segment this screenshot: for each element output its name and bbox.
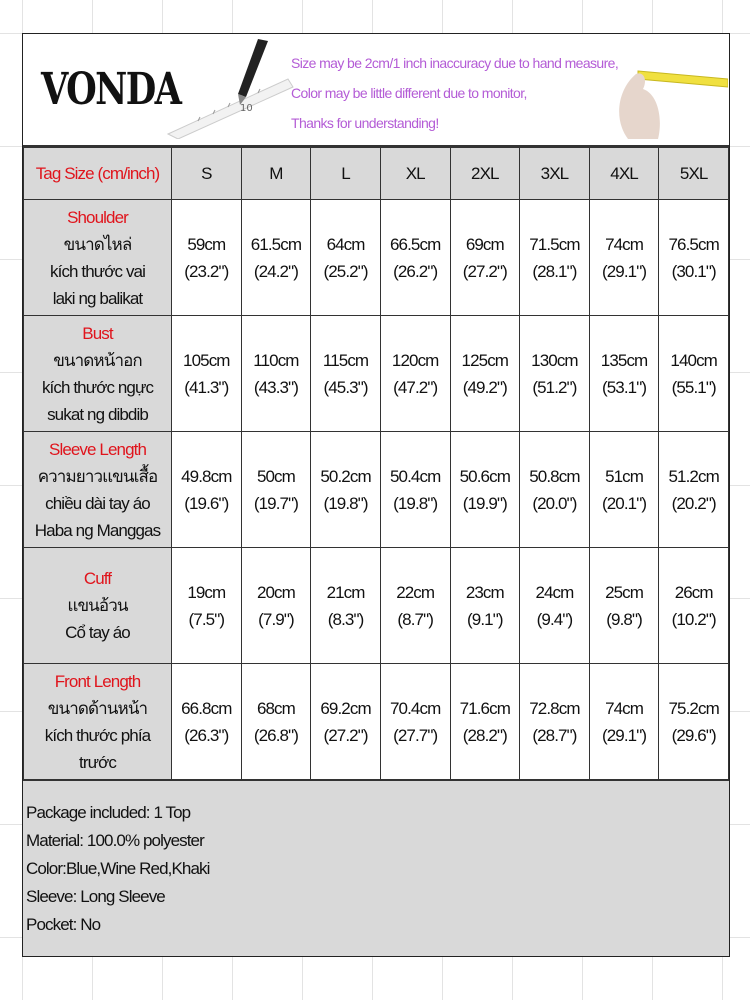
measurement-cell: [380, 316, 450, 432]
measurement-cell: [520, 548, 590, 664]
measurement-cell: [172, 432, 242, 548]
size-chart: [22, 33, 730, 957]
disclaimer-notes: [291, 48, 618, 138]
inch-value: (19.7"): [253, 493, 299, 513]
detail-line: Color:Blue,Wine Red,Khaki: [26, 859, 210, 878]
measurement-cell: [241, 664, 311, 780]
size-header-xl: XL: [380, 148, 450, 200]
measurement-row: [24, 432, 729, 548]
measurement-cell: [450, 200, 520, 316]
cm-value: 21cm: [326, 582, 365, 602]
measurement-title: Front Length: [54, 671, 141, 691]
measurement-title: Cuff: [83, 569, 112, 588]
measurement-translation: trước: [79, 752, 116, 772]
measurement-cell: [241, 316, 311, 432]
cm-value: 50.2cm: [320, 466, 371, 486]
inch-value: (19.9"): [462, 493, 507, 513]
cm-value: 71.6cm: [459, 698, 510, 718]
measurement-cell: [172, 664, 242, 780]
size-header-m: M: [241, 148, 311, 200]
cm-value: 74cm: [605, 234, 644, 254]
inch-value: (24.2"): [253, 261, 299, 281]
measurement-cell: [520, 432, 590, 548]
measurement-label: [24, 548, 172, 664]
cm-value: 125cm: [461, 350, 509, 370]
measurement-title: Bust: [82, 323, 113, 343]
measurement-cell: [589, 200, 659, 316]
measurement-cell: [450, 664, 520, 780]
cm-value: 22cm: [396, 582, 435, 602]
measurement-translation: chiều dài tay áo: [45, 493, 150, 513]
cm-value: 140cm: [670, 350, 717, 370]
measurement-cell: [659, 664, 729, 780]
measurement-cell: [380, 548, 450, 664]
measurement-cell: [450, 316, 520, 432]
cm-value: 74cm: [605, 698, 644, 718]
cm-value: 66.8cm: [181, 698, 232, 718]
measurement-cell: [659, 200, 729, 316]
cm-value: 26cm: [674, 582, 713, 602]
cm-value: 64cm: [326, 234, 365, 254]
measurement-translation: sukat ng dibdib: [47, 404, 148, 424]
cm-value: 69cm: [465, 234, 504, 254]
detail-line: Pocket: No: [26, 915, 101, 934]
measurement-label: [24, 200, 172, 316]
measurement-cell: [659, 548, 729, 664]
measurement-translation: ขนาดหน้าอก: [53, 350, 142, 370]
ruler-pencil-icon: [158, 39, 298, 139]
inch-value: (9.4"): [536, 609, 573, 629]
cm-value: 110cm: [253, 350, 299, 370]
svg-text:10: 10: [240, 103, 253, 114]
measurement-translation: ขนาดด้านหน้า: [47, 698, 148, 718]
cm-value: 75.2cm: [668, 698, 719, 718]
measurement-cell: [380, 664, 450, 780]
measurement-cell: [311, 432, 381, 548]
measurement-translation: ขนาดไหล่: [63, 234, 132, 254]
measurement-cell: [659, 432, 729, 548]
measurement-cell: [589, 548, 659, 664]
measurement-cell: [589, 432, 659, 548]
inch-value: (51.2"): [532, 377, 577, 397]
measurement-cell: [241, 548, 311, 664]
inch-value: (55.1"): [671, 377, 716, 397]
measurement-title: Shoulder: [67, 207, 128, 227]
measurement-cell: [380, 200, 450, 316]
size-header-row: [24, 148, 729, 200]
measurement-label: [24, 664, 172, 780]
cm-value: 24cm: [535, 582, 574, 602]
size-header-3xl: 3XL: [520, 148, 590, 200]
measurement-cell: [520, 316, 590, 432]
size-header-5xl: 5XL: [659, 148, 729, 200]
cm-value: 50.8cm: [529, 466, 580, 486]
detail-line: Sleeve: Long Sleeve: [26, 887, 165, 906]
cm-value: 76.5cm: [668, 234, 719, 254]
measurement-translation: Cổ tay áo: [65, 623, 130, 642]
measurement-translation: Haba ng Manggas: [34, 520, 161, 540]
size-header-l: L: [311, 148, 381, 200]
cm-value: 51cm: [605, 466, 644, 486]
inch-value: (7.9"): [258, 609, 294, 629]
measurement-cell: [311, 548, 381, 664]
measurement-translation: แขนอ้วน: [67, 596, 128, 615]
inch-value: (47.2"): [393, 377, 438, 397]
measurement-cell: [172, 548, 242, 664]
inch-value: (41.3"): [184, 377, 229, 397]
measurement-cell: [311, 200, 381, 316]
inch-value: (27.2"): [462, 261, 507, 281]
detail-line: Package included: 1 Top: [26, 803, 191, 822]
cm-value: 20cm: [256, 582, 295, 602]
size-header-2xl: 2XL: [450, 148, 520, 200]
inch-value: (45.3"): [323, 377, 368, 397]
measurement-cell: [659, 316, 729, 432]
measurement-cell: [241, 432, 311, 548]
cm-value: 105cm: [183, 350, 230, 370]
inch-value: (26.8"): [253, 725, 299, 745]
cm-value: 115cm: [322, 350, 369, 370]
inch-value: (26.2"): [393, 261, 438, 281]
product-details: [23, 780, 729, 956]
cm-value: 120cm: [391, 350, 439, 370]
size-header-s: S: [172, 148, 242, 200]
cm-value: 135cm: [600, 350, 648, 370]
cm-value: 51.2cm: [668, 466, 719, 486]
measurement-cell: [172, 316, 242, 432]
inch-value: (30.1"): [671, 261, 716, 281]
measurement-cell: [589, 664, 659, 780]
measurement-translation: kích thước ngực: [41, 377, 154, 397]
measurement-row: [24, 664, 729, 780]
inch-value: (9.1"): [467, 609, 503, 629]
measuring-tape-hand-icon: [608, 59, 728, 139]
cm-value: 69.2cm: [320, 698, 371, 718]
inch-value: (8.7"): [397, 609, 433, 629]
measurement-cell: [520, 664, 590, 780]
inch-value: (10.2"): [671, 609, 716, 629]
inch-value: (9.8"): [606, 609, 642, 629]
measurement-row: [24, 548, 729, 664]
detail-line: Material: 100.0% polyester: [26, 831, 204, 850]
measurement-row: [24, 200, 729, 316]
measurement-label: [24, 316, 172, 432]
measurement-cell: [311, 316, 381, 432]
measurement-cell: [520, 200, 590, 316]
measurement-cell: [241, 200, 311, 316]
inch-value: (28.2"): [462, 725, 507, 745]
inch-value: (29.1"): [601, 725, 647, 745]
measurement-translation: ความยาวแขนเสื้อ: [37, 466, 158, 486]
inch-value: (49.2"): [462, 377, 507, 397]
measurement-cell: [450, 432, 520, 548]
cm-value: 71.5cm: [529, 234, 580, 254]
cm-value: 59cm: [187, 234, 226, 254]
measurement-cell: [380, 432, 450, 548]
size-header-4xl: 4XL: [589, 148, 659, 200]
measurement-translation: kích thước phía: [44, 725, 151, 745]
cm-value: 61.5cm: [250, 234, 302, 254]
cm-value: 70.4cm: [390, 698, 441, 718]
inch-value: (53.1"): [601, 377, 647, 397]
inch-value: (27.2"): [323, 725, 368, 745]
cm-value: 66.5cm: [390, 234, 441, 254]
inch-value: (19.6"): [184, 493, 229, 513]
cm-value: 50cm: [256, 466, 295, 486]
measurement-cell: [589, 316, 659, 432]
measurement-translation: kích thước vai: [50, 261, 145, 281]
inch-value: (23.2"): [184, 261, 229, 281]
tag-size-label: Tag Size (cm/inch): [24, 148, 172, 200]
measurement-cell: [450, 548, 520, 664]
cm-value: 23cm: [465, 582, 504, 602]
note-line: Color may be little different due to monitor,: [291, 85, 527, 101]
measurement-cell: [172, 200, 242, 316]
inch-value: (20.1"): [601, 493, 647, 513]
inch-value: (29.6"): [671, 725, 716, 745]
measurement-translation: laki ng balikat: [52, 288, 143, 308]
inch-value: (19.8"): [393, 493, 438, 513]
inch-value: (20.0"): [532, 493, 577, 513]
inch-value: (28.1"): [532, 261, 577, 281]
measurement-cell: [311, 664, 381, 780]
measurement-row: [24, 316, 729, 432]
inch-value: (26.3"): [184, 725, 229, 745]
inch-value: (8.3"): [327, 609, 364, 629]
inch-value: (20.2"): [671, 493, 716, 513]
size-table: [23, 147, 729, 780]
inch-value: (7.5"): [188, 609, 225, 629]
inch-value: (19.8"): [323, 493, 368, 513]
cm-value: 50.6cm: [459, 466, 510, 486]
cm-value: 68cm: [256, 698, 295, 718]
cm-value: 130cm: [531, 350, 578, 370]
brand-logo: VONDA: [41, 64, 181, 115]
inch-value: (25.2"): [323, 261, 368, 281]
inch-value: (28.7"): [532, 725, 577, 745]
cm-value: 50.4cm: [390, 466, 441, 486]
cm-value: 19cm: [187, 582, 226, 602]
cm-value: 72.8cm: [529, 698, 580, 718]
inch-value: (29.1"): [601, 261, 647, 281]
measurement-title: Sleeve Length: [49, 439, 146, 459]
inch-value: (43.3"): [253, 377, 299, 397]
cm-value: 49.8cm: [181, 466, 232, 486]
note-line: Size may be 2cm/1 inch inaccuracy due to hand measure,: [291, 55, 619, 71]
banner: [23, 34, 729, 147]
inch-value: (27.7"): [393, 725, 438, 745]
measurement-label: [24, 432, 172, 548]
cm-value: 25cm: [605, 582, 644, 602]
note-line: Thanks for understanding!: [291, 115, 439, 131]
